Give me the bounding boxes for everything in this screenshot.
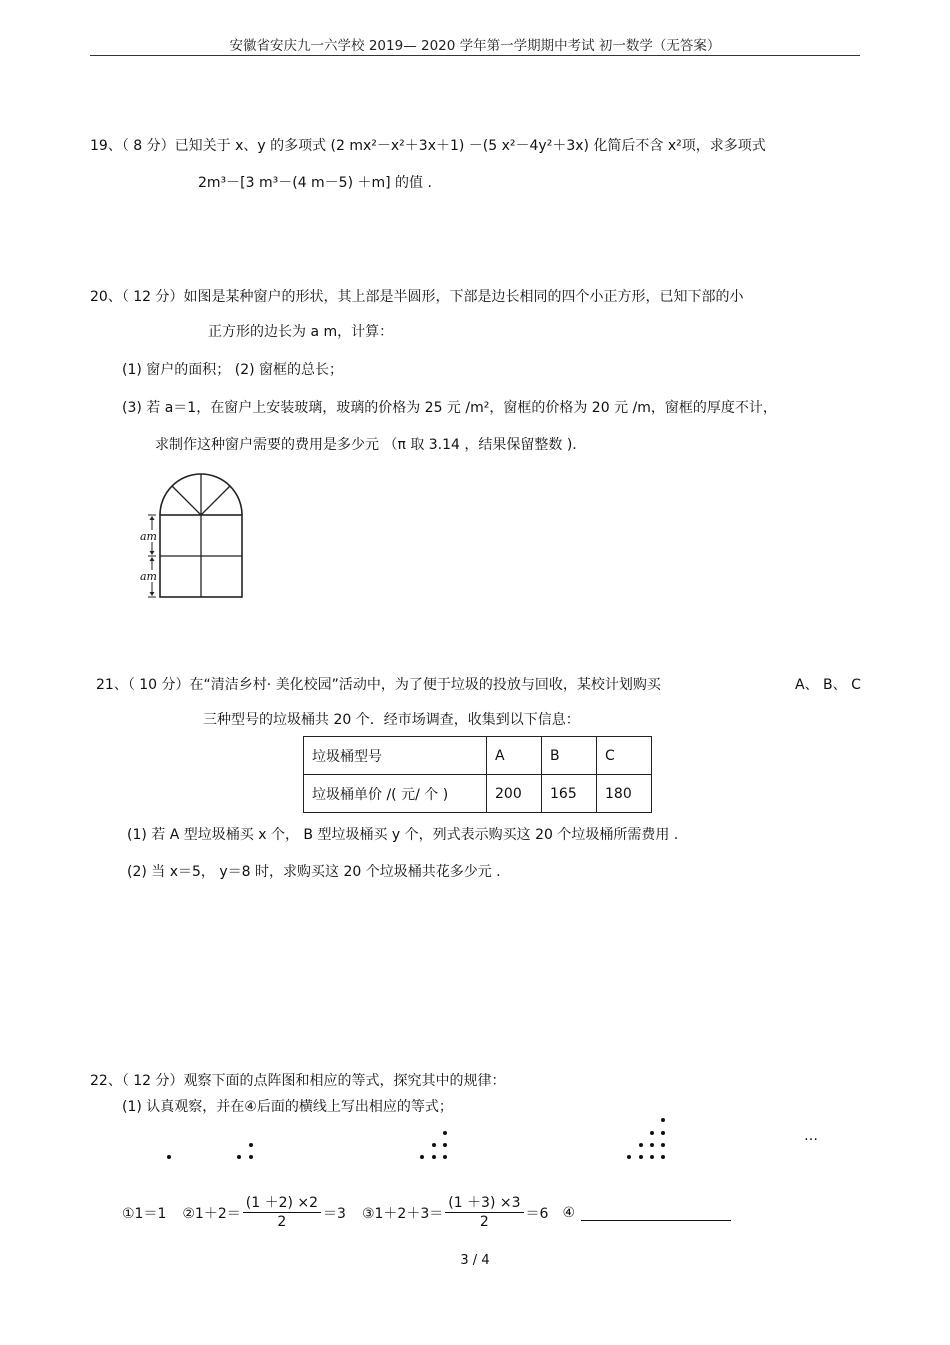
eq-4-prefix: ④ [562, 1204, 575, 1221]
table-cell: 180 [597, 775, 652, 813]
table-cell: 垃圾桶型号 [304, 737, 487, 775]
dot [661, 1131, 665, 1135]
fraction-denominator: 2 [277, 1214, 287, 1230]
dot [443, 1155, 447, 1159]
dots-ellipsis: … [804, 1128, 818, 1144]
dot [420, 1155, 424, 1159]
dot [443, 1143, 447, 1147]
header-rule [90, 55, 860, 56]
dot [650, 1131, 654, 1135]
dot [432, 1155, 436, 1159]
dot [237, 1155, 241, 1159]
eq-2-prefix: ②1＋2＝ [182, 1205, 241, 1222]
q19-line2: 2m³－[3 m³－(4 m－5) ＋m] 的值 . [198, 175, 432, 191]
eq-2-suffix: ＝3 [323, 1205, 346, 1222]
eq-3-fraction [445, 1194, 523, 1231]
table-cell: 200 [487, 775, 542, 813]
eq-3-prefix: ③1＋2＋3＝ [361, 1205, 444, 1222]
fraction-denominator: 2 [479, 1214, 489, 1230]
q22-line1: 22、（ 12 分）观察下面的点阵图和相应的等式，探究其中的规律： [90, 1073, 506, 1089]
q21-part2: (2) 当 x＝5， y＝8 时，求购买这 20 个垃圾桶共花多少元 . [127, 864, 501, 880]
dot [443, 1131, 447, 1135]
dot [249, 1155, 253, 1159]
q21-line1: 21、（ 10 分）在“清洁乡村· 美化校园”活动中，为了便于垃圾的投放与回收，某校计划购买 [96, 677, 661, 693]
table-row [304, 737, 652, 775]
q22-equations [122, 1194, 731, 1231]
fraction-numerator: (1 ＋2) ×2 [243, 1194, 321, 1213]
eq-1: ①1＝1 [122, 1205, 167, 1222]
table-row [304, 775, 652, 813]
page-number: 3 / 4 [460, 1253, 490, 1268]
dot [661, 1118, 665, 1122]
dot [627, 1155, 631, 1159]
fraction-numerator: (1 ＋3) ×3 [445, 1194, 523, 1213]
q20-line2: 正方形的边长为 a m，计算： [208, 324, 394, 340]
dot [639, 1143, 643, 1147]
table-cell: C [597, 737, 652, 775]
answer-blank-line[interactable] [581, 1204, 731, 1221]
q21-line2: 三种型号的垃圾桶共 20 个．经市场调查，收集到以下信息： [203, 712, 580, 728]
table-cell: B [542, 737, 597, 775]
dot [661, 1155, 665, 1159]
dot [167, 1155, 171, 1159]
eq-2-fraction [243, 1194, 321, 1231]
q20-line1: 20、（ 12 分）如图是某种窗户的形状，其上部是半圆形，下部是边长相同的四个小正方形，已知下部的小 [90, 289, 744, 305]
dot [432, 1143, 436, 1147]
eq-3-suffix: ＝6 [525, 1205, 549, 1222]
table-cell: A [487, 737, 542, 775]
dot [639, 1155, 643, 1159]
q22-part1: (1) 认真观察，并在④后面的横线上写出相应的等式； [122, 1099, 453, 1115]
table-cell: 垃圾桶单价 /( 元/ 个 ) [304, 775, 487, 813]
dot [650, 1143, 654, 1147]
price-table [303, 736, 652, 813]
q21-part1: (1) 若 A 型垃圾桶买 x 个， B 型垃圾桶买 y 个，列式表示购买这 20 个垃圾桶所需费用 . [127, 827, 679, 843]
table-cell: 165 [542, 775, 597, 813]
dot [249, 1143, 253, 1147]
fig-label-am-2: am [140, 570, 157, 583]
page-header: 安徽省安庆九一六学校 2019— 2020 学年第一学期期中考试 初一数学（无答案） [229, 38, 721, 54]
q20-part3b: 求制作这种窗户需要的费用是多少元 （π 取 3.14 ，结果保留整数 ). [155, 437, 577, 453]
dot [661, 1143, 665, 1147]
dot [650, 1155, 654, 1159]
q20-part1: (1) 窗户的面积； (2) 窗框的总长； [122, 362, 344, 378]
q20-part3a: (3) 若 a＝1，在窗户上安装玻璃，玻璃的价格为 25 元 /m²，窗框的价格为 20 元 /m，窗框的厚度不计， [122, 400, 777, 416]
q19-line1: 19、（ 8 分）已知关于 x、y 的多项式 (2 mx²－x²＋3x＋1) －(5 x²－4y²＋3x) 化简后不含 x²项，求多项式 [90, 138, 766, 154]
q21-line1-tail: A、 B、 C [795, 677, 861, 693]
fig-label-am-1: am [140, 530, 157, 543]
